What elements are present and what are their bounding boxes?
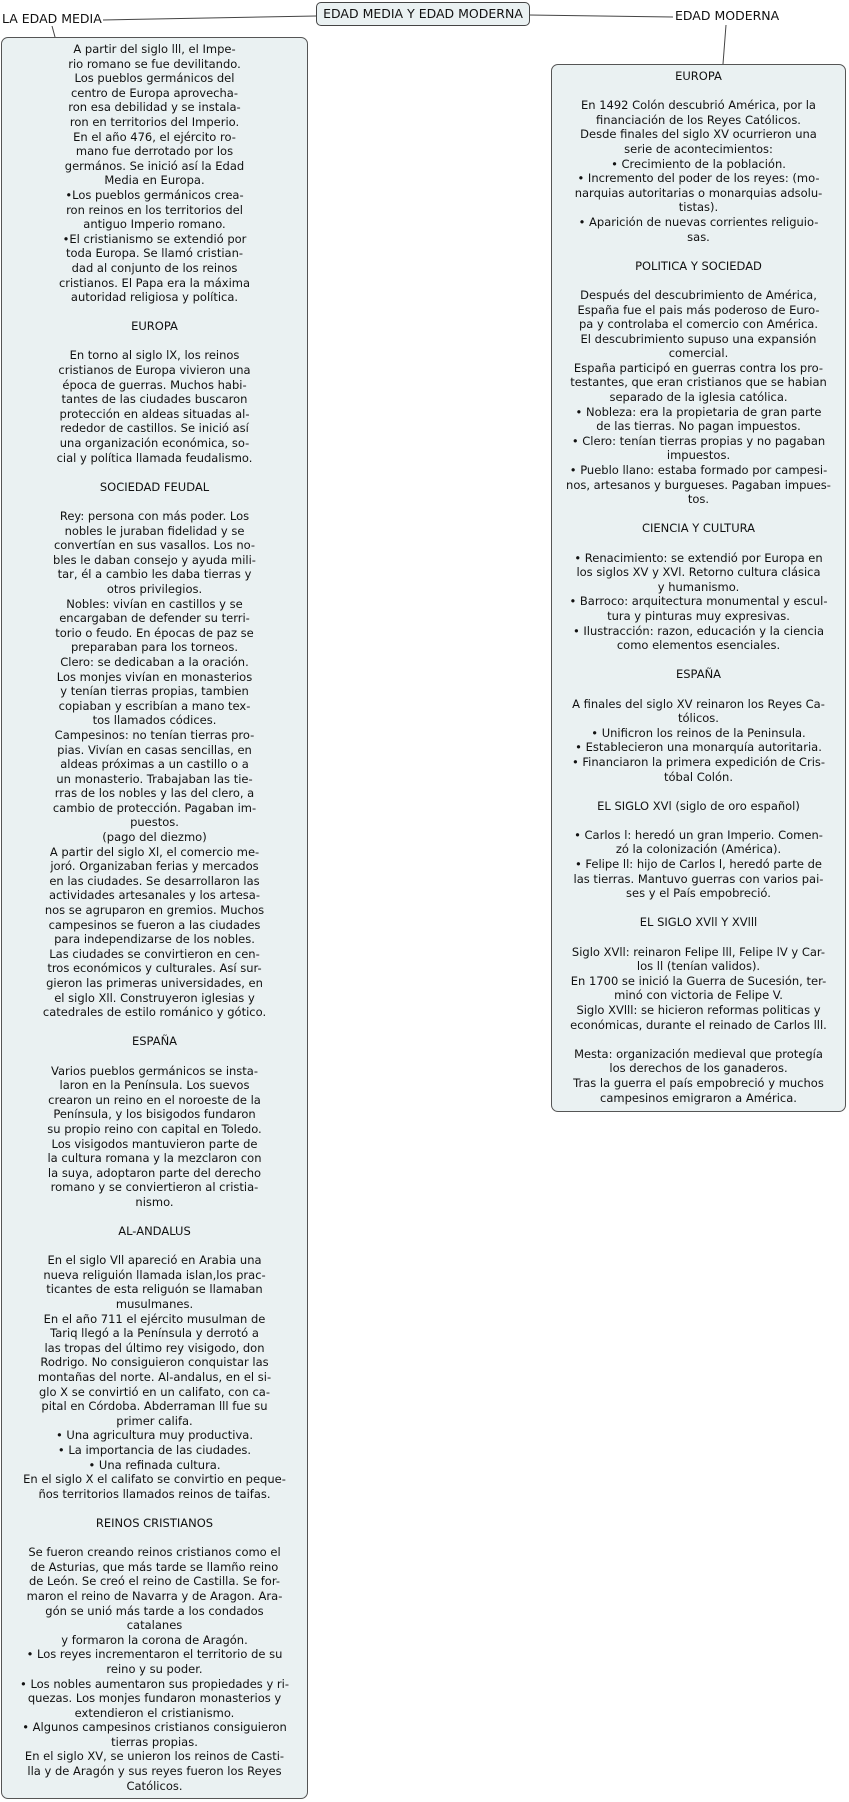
ciencia-cultura-text: • Renacimiento: se extendió por Europa en los siglos XV y XVl. Retorno cultura clásica y humanismo. • Barroco: arquitectura monumental y escul- tura y pinturas muy expresivas. • Ilustracción: razon, educación y la ciencia como elementos esenciales. [569,550,828,653]
al-andalus-text: En el siglo Vll apareció en Arabia una nueva religuión llamada islan,los prac- ticantes de esta religuón se llamaban musulmanes. En el año 711 el ejército musulman de Tariq llegó a la Península y derrotó a las tropas del último rey visigodo, don Rodrigo. No consiguieron conquistar las montañas del norte. Al-andalus, en el si- glo X se convirtió en un califato, con ca- pital en Córdoba. Abderraman lll fue su primer califa. • Una agricultura muy productiva. • La importancia de las ciudades. • Una refinada cultura. En el siglo X el califato se convirtio en peque- ños territorios llamados reinos de taifas. [23,1253,286,1501]
root-node-title[interactable]: EDAD MEDIA Y EDAD MODERNA [316,2,530,26]
politica-sociedad-heading: POLITICA Y SOCIEDAD [635,258,762,273]
siglo-xvi-heading: EL SIGLO XVl (siglo de oro español) [597,798,800,813]
connector-right-box [723,25,726,64]
reinos-cristianos-heading: REINOS CRISTIANOS [95,1515,214,1530]
edad-media-intro: A partir del siglo lll, el Impe- rio romano se fue devilitando. Los pueblos germánicos del centro de Europa aprovecha- ron esa debilidad y se instala- ron en territorios del Imperio. En el año 476, el ejército ro- mano fue derrotado por los germános. Se inició así la Edad Media en Europa. •Los pueblos germánicos crea- ron reinos en los territorios del antiguo Imperio romano. •El cristianismo se extendió por toda Europa. Se llamó cristian- dad al conjunto de los reinos cristianos. El Papa era la máxima autoridad religiosa y política. [58,42,251,305]
connector-root-left [103,16,316,20]
reinos-cristianos-text: Se fueron creando reinos cristianos como el de Asturias, que más tarde se llamño reino de León. Se creó el reino de Castilla. Se for- maron el reino de Navarra y de Aragon. Ara- gón se unió más tarde a los condados catalanes y formaron la corona de Aragón. • Los reyes incrementaron el territorio de su reino y su poder. • Los nobles aumentaron sus propiedades y ri- quezas. Los monjes fundaron monasterios y extendieron el cristianismo. • Algunos campesinos cristianos consiguieron tierras propias. En el siglo XV, se unieron los reinos de Casti- lla y de Aragón y sus reyes fueron los Reyes Católicos. [20,1545,289,1793]
sociedad-feudal-heading: SOCIEDAD FEUDAL [99,479,210,494]
espana-text: Varios pueblos germánicos se insta- laron en la Península. Los suevos crearon un reino en el noroeste de la Península, y los bisigodos fundaron su propio reino con capital en Toledo. Los visigodos mantuvieron parte de la cultura romana y la mezclaron con la suya, adoptaron parte del derecho romano y se conviertieron al cristia- nismo. [47,1063,262,1209]
edad-media-label[interactable]: LA EDAD MEDIA [2,11,102,26]
politica-sociedad-text: Después del descubrimiento de América, España fue el pais más poderoso de Euro- pa y controlaba el comercio con América. El descubrimiento supuso una expansión comercial. España participó en guerras contra los pro- testantes, que eran cristianos que se habian separado de la iglesia católica. • Nobleza: era la propietaria de gran parte de las tierras. No pagan impuestos. • Clero: tenían tierras propias y no pagaban impuestos. • Pueblo llano: estaba formado por campesi- nos, artesanos y burgueses. Pagaban impues- tos. [566,287,831,507]
edad-moderna-box[interactable] [551,64,846,1112]
moderna-espana-text: A finales del siglo XV reinaron los Reyes Ca- tólicos. • Unificron los reinos de la Peninsula. • Establecieron una monarquía autoritaria. • Financiaron la primera expedición de Cris- tóbal Colón. [571,696,826,784]
mesta-text: Mesta: organización medieval que protegía los derechos de los ganaderos. Tras la guerra el país empobreció y muchos campesinos emigraron a América. [573,1046,824,1105]
siglo-xvii-xviii-heading: EL SIGLO XVll Y XVlll [639,915,758,930]
siglo-xvii-xviii-text: Siglo XVll: reinaron Felipe lll, Felipe lV y Car- los ll (tenían validos). En 1700 se inició la Guerra de Sucesión, ter- minó con victoria de Felipe V. Siglo XVlll: se hicieron reformas politicas y económicas, durante el reinado de Carlos lll. [570,944,827,1032]
moderna-europa-text: En 1492 Colón descubrió América, por la financiación de los Reyes Católicos. Desde finales del siglo XV ocurrieron una serie de acontecimientos: • Crecimiento de la población. • Incremento del poder de los reyes: (mo- narquias autoritarias o monarquias adsolu- tistas). • Aparición de nuevas corrientes religuio- sas. [574,98,823,244]
sociedad-feudal-text: Rey: persona con más poder. Los nobles le juraban fidelidad y se convertían en sus vasallos. Los no- bles le daban consejo y ayuda mili- tar, él a cambio les daba tierras y otros privilegios. Nobles: vivían en castillos y se encargaban de defender su terri- torio o feudo. En épocas de paz se preparaban para los torneos. Clero: se dedicaban a la oración. Los monjes vivían en monasterios y tenían tierras propias, tambien copiaban y escribían a mano tex- tos llamados códices. Campesinos: no tenían tierras pro- pias. Vivían en casas sencillas, en aldeas próximas a un castillo o a un monasterio. Trabajaban las tie- rras de los nobles y las del clero, a cambio de protección. Pagaban im- puestos. (pago del diezmo) A partir del siglo Xl, el comercio me- joró. Organizaban ferias y mercados en las ciudades. Se desarrollaron las actividades artesanales y los artesa- nos se agruparon en gremios. Muchos campesinos se fueron a las ciudades para independizarse de los nobles. Las ciudades se convirtieron en cen- tros económicos y culturales. Así sur- gieron las primeras universidades, en el siglo Xll. Construyeron iglesias y catedrales de estilo románico y gótico. [42,509,267,1020]
moderna-europa-heading: EUROPA [675,69,722,83]
connector-left-box [52,26,55,37]
connector-root-right [529,15,673,17]
siglo-xvi-text: • Carlos l: heredó un gran Imperio. Comen- zó la colonización (América). • Felipe ll: hijo de Carlos l, heredó parte de las tierras. Mantuvo guerras con varios pai- ses y el País empobreció. [573,827,824,901]
edad-moderna-label[interactable]: EDAD MODERNA [675,8,780,23]
al-andalus-heading: AL-ANDALUS [118,1224,191,1239]
moderna-espana-heading: ESPAÑA [675,667,722,682]
ciencia-cultura-heading: CIENCIA Y CULTURA [641,521,756,536]
edad-media-box[interactable] [1,37,308,1799]
europa-heading: EUROPA [131,319,178,334]
espana-heading: ESPAÑA [131,1034,178,1049]
europa-text: En torno al siglo lX, los reinos cristianos de Europa vivieron una época de guerras. Muchos habi- tantes de las ciudades buscaron protección en aldeas situadas al- rededor de castillos. Se inició así una organización económica, so- cial y política llamada feudalismo. [56,348,253,465]
